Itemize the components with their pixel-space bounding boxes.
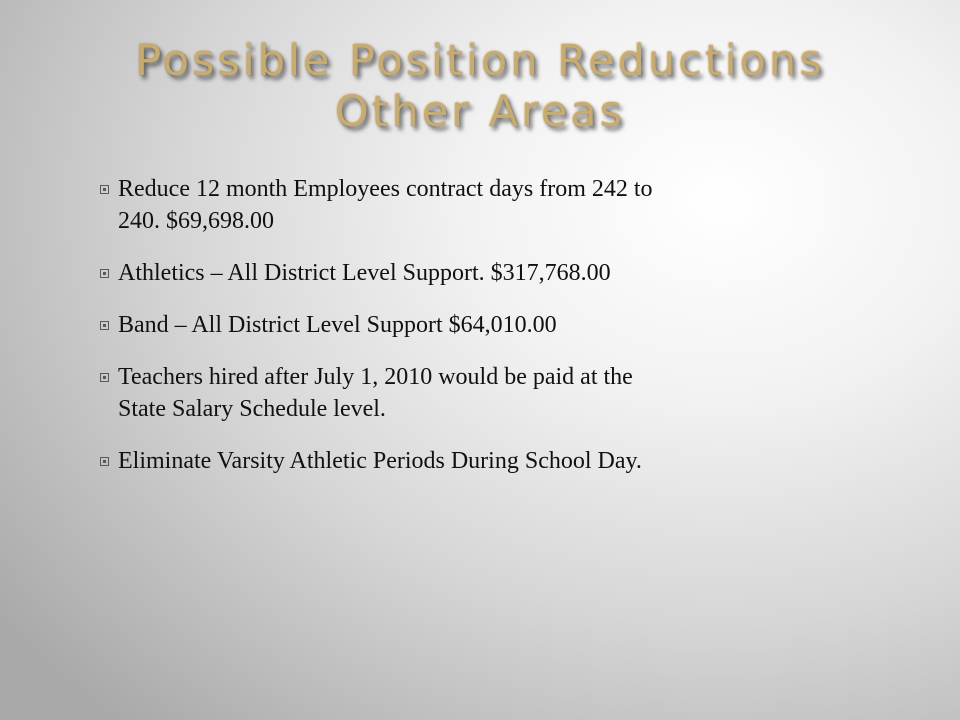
bullet-item <box>100 361 880 425</box>
bullet-text-line: Reduce 12 month Employees contract days from 242 to <box>118 176 653 202</box>
bullet-text-line: State Salary Schedule level. <box>118 396 386 422</box>
square-bullet-icon <box>100 185 109 194</box>
bullet-item <box>100 173 880 237</box>
bullet-text-line: Teachers hired after July 1, 2010 would be paid at the <box>118 364 633 390</box>
square-bullet-icon <box>100 269 109 278</box>
title-line-1: Possible Position Reductions <box>135 36 825 86</box>
bullet-text-line: Eliminate Varsity Athletic Periods During School Day. <box>118 448 642 474</box>
bullet-text-line: Athletics – All District Level Support. $317,768.00 <box>118 260 611 286</box>
bullet-item <box>100 309 880 341</box>
bullet-item <box>100 445 880 477</box>
square-bullet-icon <box>100 373 109 382</box>
square-bullet-icon <box>100 321 109 330</box>
bullet-list <box>100 173 880 497</box>
square-bullet-icon <box>100 457 109 466</box>
title-line-2: Other Areas <box>334 87 626 137</box>
slide-title <box>40 36 920 138</box>
bullet-item <box>100 257 880 289</box>
bullet-text-line: 240. $69,698.00 <box>118 208 274 234</box>
bullet-text-line: Band – All District Level Support $64,010.00 <box>118 312 557 338</box>
